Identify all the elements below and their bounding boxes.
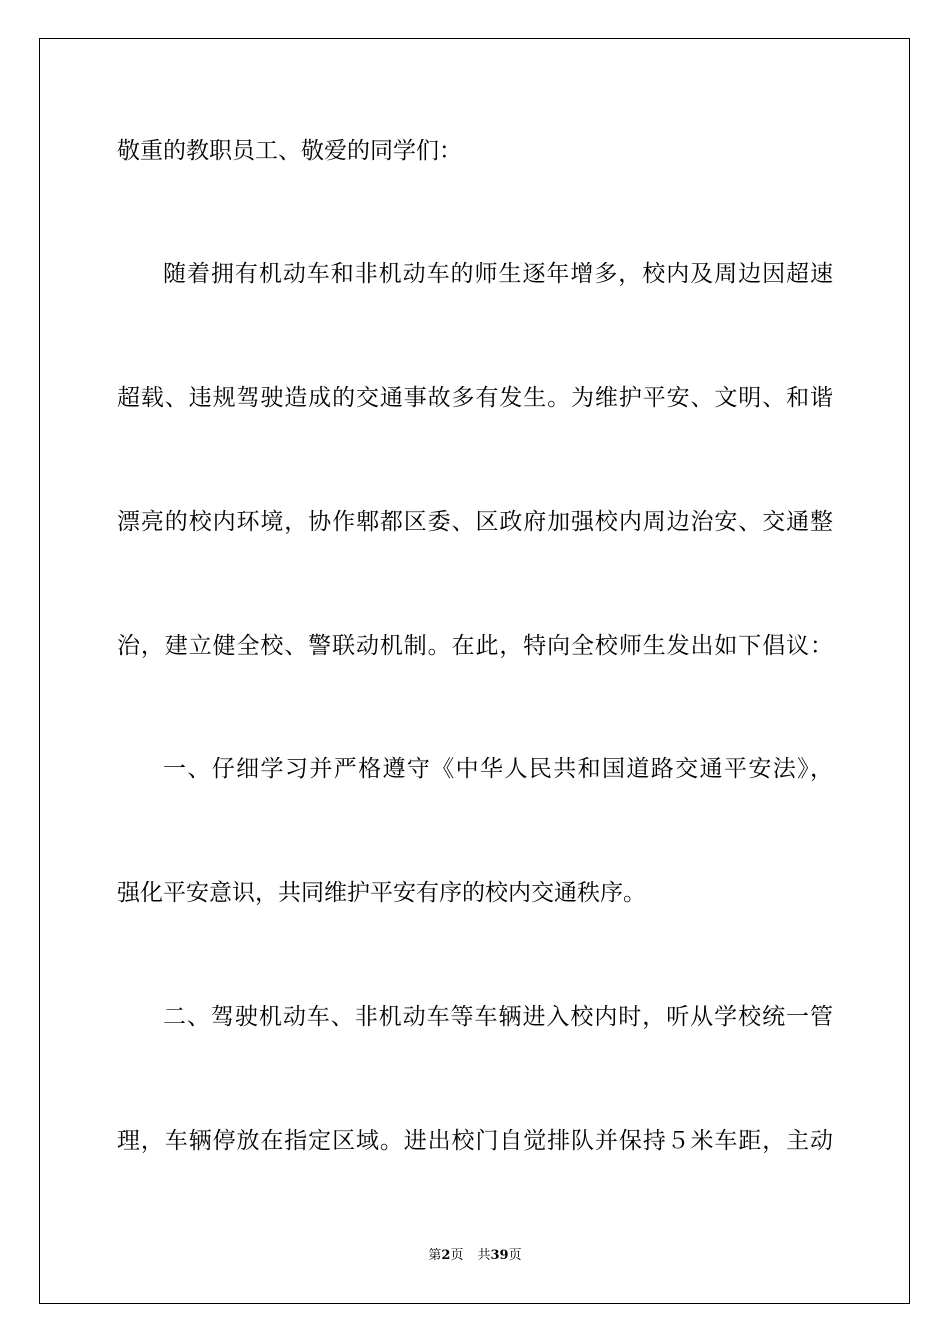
paragraph-2-line-2: 强化平安意识，共同维护平安有序的校内交通秩序。 (117, 880, 646, 906)
footer-total-prefix: 共 (477, 1248, 491, 1263)
page-border (39, 38, 910, 1304)
paragraph-3-line-2: 理，车辆停放在指定区域。进出校门自觉排队并保持５米车距，主动 (117, 1128, 833, 1154)
footer-total-suffix: 页 (508, 1248, 522, 1263)
page-footer (0, 1246, 950, 1266)
paragraph-1-line-1: 随着拥有机动车和非机动车的师生逐年增多，校内及周边因超速 (163, 261, 833, 287)
footer-page-number: 2 (441, 1248, 451, 1263)
paragraph-2-line-1: 一、仔细学习并严格遵守《中华人民共和国道路交通平安法》， (163, 756, 833, 782)
paragraph-1-line-3: 漂亮的校内环境，协作郫都区委、区政府加强校内周边治安、交通整 (117, 509, 833, 535)
paragraph-1-line-2: 超载、违规驾驶造成的交通事故多有发生。为维护平安、文明、和谐 (117, 385, 833, 411)
footer-total-pages: 39 (490, 1248, 509, 1263)
salutation-line: 敬重的教职员工、敬爱的同学们： (117, 138, 462, 164)
paragraph-3-line-1: 二、驾驶机动车、非机动车等车辆进入校内时，听从学校统一管 (163, 1004, 833, 1030)
paragraph-1-line-4: 治，建立健全校、警联动机制。在此，特向全校师生发出如下倡议： (117, 633, 833, 659)
footer-page-prefix: 第 (428, 1248, 442, 1263)
footer-page-suffix: 页 (450, 1248, 464, 1263)
